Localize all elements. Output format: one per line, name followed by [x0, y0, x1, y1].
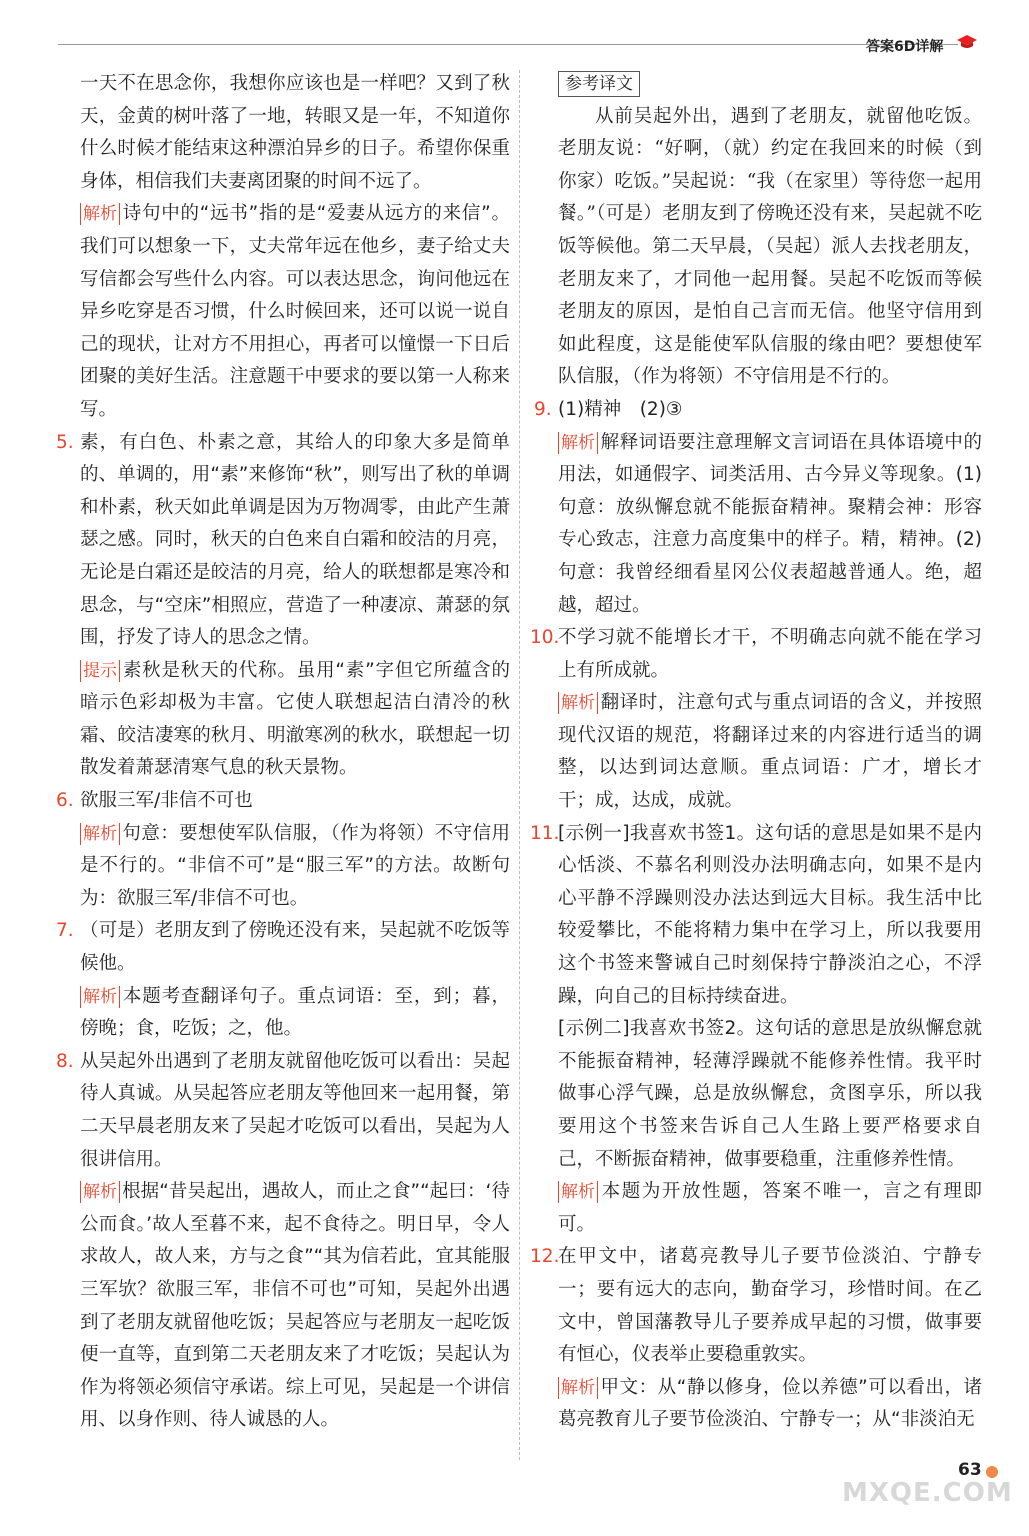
watermark: MXQE.COM [842, 1478, 1013, 1508]
question-number: 10. [530, 627, 560, 649]
analysis-tag: 解析 [558, 432, 598, 454]
question-8 [56, 1046, 510, 1437]
reference-translation-title: 参考译文 [558, 71, 640, 97]
answer-text: (1)精神 (2)③ [558, 398, 683, 420]
analysis-tag: 解析 [80, 1181, 120, 1203]
page-marker-icon [986, 1466, 998, 1478]
question-number: 7. [56, 920, 74, 942]
answer-text: 素，有白色、朴素之意，其给人的印象大多是简单的、单调的，用“素”来修饰“秋”，则写出了秋的单调和朴素，秋天如此单调是因为万物凋零，由此产生萧瑟之感。同时，秋天的白色来自白霜和皎洁的月亮，无论是白霜还是皎洁的月亮，给人的联想都是寒冷和思念，与“空床”相照应，营造了一种凄凉、萧瑟的氛围，抒发了诗人的思念之情。 [80, 431, 510, 649]
analysis-tag: 解析 [80, 823, 120, 845]
analysis-note: 解析 解释词语要注意理解文言词语在具体语境中的用法，如通假字、词类活用、古今异义等现象。(1)句意：放纵懈怠就不能振奋精神。聚精会神：形容专心致志，注意力高度集中的样子。精，精神。(2)句意：我曾经细看星冈公仪表超越普通人。绝，超越，超过。 [558, 431, 982, 616]
column-divider [519, 70, 520, 1460]
example-one: [示例一]我喜欢书签1。这句话的意思是如果不是内心恬淡、不慕名利则没办法明确志向，如果不是内心平静不浮躁则没办法达到远大目标。我生活中比较爱攀比，不能将精力集中在学习上，所以我要用这个书签来警诫自己时刻保持宁静淡泊之心，不浮躁，向自己的目标持续奋进。 [558, 822, 982, 1007]
answer-text: 在甲文中，诸葛亮教导儿子要节俭淡泊、宁静专一；要有远大的志向，勤奋学习，珍惜时间。在乙文中，曾国藩教导儿子要养成早起的习惯，做事要有恒心，仪表举止要稳重敦实。 [558, 1246, 982, 1366]
answer-text: （可是）老朋友到了傍晚还没有来，吴起就不吃饭等候他。 [80, 920, 510, 975]
analysis-tag: 解析 [558, 1181, 598, 1203]
analysis-note: 解析 本题为开放性题，答案不唯一，言之有理即可。 [558, 1181, 982, 1235]
question-10 [530, 622, 982, 818]
answer-text: 欲服三军/非信不可也 [80, 790, 253, 812]
example-two: [示例二]我喜欢书签2。这句话的意思是放纵懈怠就不能振奋精神，轻薄浮躁就不能修养性情。我平时做事心浮气躁，总是放纵懈怠，贪图享乐，所以我要用这个书签来告诉自己人生路上要严格要求自己，不断振奋精神，做事要稳重，注重修养性情。 [558, 1018, 982, 1170]
analysis-note: 解析 翻译时，注意句式与重点词语的含义，并按照现代汉语的规范，将翻译过来的内容进行适当的调整，以达到词达意顺。重点词语：广才，增长才干；成，达成，成就。 [558, 692, 982, 812]
tip-note: 提示 素秋是秋天的代称。虽用“素”字但它所蕴含的暗示色彩却极为丰富。它使人联想起洁白清冷的秋霜、皎洁凄寒的秋月、明澈寒冽的秋水，联想起一切散发着萧瑟清寒气息的秋天景物。 [80, 659, 510, 779]
question-number: 11. [530, 822, 560, 844]
reference-translation: 从前吴起外出，遇到了老朋友，就留他吃饭。老朋友说：“好啊，（就）约定在我回来的时候（到你家）吃饭。”吴起说：“我（在家里）等待您一起用餐。”（可是）老朋友到了傍晚还没有来，吴起就不吃饭等候他。第二天早晨，（吴起）派人去找老朋友，老朋友来了，才同他一起用餐。吴起不吃饭而等候老朋友的原因，是怕自己言而无信。他坚守信用到如此程度，这是能使军队信服的缘由吧？要想使军队信服，（作为将领）不守信用是不行的。 [558, 105, 982, 388]
analysis-tag: 解析 [558, 692, 598, 714]
page-number: 63 [958, 1460, 982, 1480]
analysis-note: 解析 甲文：从“静以修身，俭以养德”可以看出，诸葛亮教育儿子要节俭淡泊、宁静专一；从“非淡泊无 [558, 1376, 982, 1431]
question-number: 12. [530, 1246, 560, 1268]
header-label: 答案6D详解 [866, 39, 944, 55]
question-12 [530, 1241, 982, 1437]
question-number: 9. [534, 398, 552, 420]
question-6 [56, 785, 510, 915]
question-9 [534, 394, 982, 622]
analysis-tag: 解析 [80, 986, 120, 1008]
analysis-tag: 解析 [558, 1377, 598, 1399]
left-column [56, 68, 510, 1437]
analysis-tag: 解析 [80, 203, 120, 225]
analysis-note: 解析 本题考查翻译句子。重点词语：至，到；暮，傍晚；食，吃饭；之，他。 [80, 985, 510, 1040]
right-column [530, 68, 982, 1437]
question-number: 6. [56, 790, 74, 812]
answer-text: 从吴起外出遇到了老朋友就留他吃饭可以看出：吴起待人真诚。从吴起答应老朋友等他回来一起用餐，第二天早晨老朋友来了吴起才吃饭可以看出，吴起为人很讲信用。 [80, 1050, 510, 1170]
question-5 [56, 427, 510, 786]
analysis-note: 解析 诗句中的“远书”指的是“爱妻从远方的来信”。我们可以想象一下，丈夫常年远在他乡，妻子给丈夫写信都会写些什么内容。可以表达思念，询问他远在异乡吃穿是否习惯，什么时候回来，还可以说一说自己的现状，让对方不用担心，再者可以憧憬一下日后团聚的美好生活。注意题干中要求的要以第一人称来写。 [80, 203, 510, 420]
question-number: 5. [56, 431, 74, 453]
answer-text: 不学习就不能增长才干，不明确志向就不能在学习上有所成就。 [558, 627, 982, 681]
question-7 [56, 915, 510, 1045]
analysis-note: 解析 根据“昔吴起出，遇故人，而止之食”“起曰：‘待公而食。’故人至暮不来，起不食待之。明日早，令人求故人，故人来，方与之食”“其为信若此，宜其能服三军欤？欲服三军，非信不可也”可知，吴起外出遇到了老朋友就留他吃饭；吴起答应与老朋友一起吃饭便一直等，直到第二天老朋友来了才吃饭；吴起认为作为将领必须信守承诺。综上可见，吴起是一个讲信用、以身作则、待人诚恳的人。 [80, 1181, 510, 1431]
header-rule [58, 44, 958, 45]
analysis-note: 解析 句意：要想使军队信服，（作为将领）不守信用是不行的。“非信不可”是“服三军”的方法。故断句为：欲服三军/非信不可也。 [80, 822, 510, 909]
answer-continuation: 一天不在思念你，我想你应该也是一样吧？又到了秋天，金黄的树叶落了一地，转眼又是一年，不知道你什么时候才能结束这种漂泊异乡的日子。希望你保重身体，相信我们夫妻离团聚的时间不远了。 [80, 73, 510, 192]
question-number: 8. [56, 1050, 74, 1072]
reference-translation-heading [558, 68, 982, 101]
tip-tag: 提示 [80, 660, 120, 682]
mortarboard-icon [956, 34, 978, 50]
question-11 [530, 818, 982, 1242]
